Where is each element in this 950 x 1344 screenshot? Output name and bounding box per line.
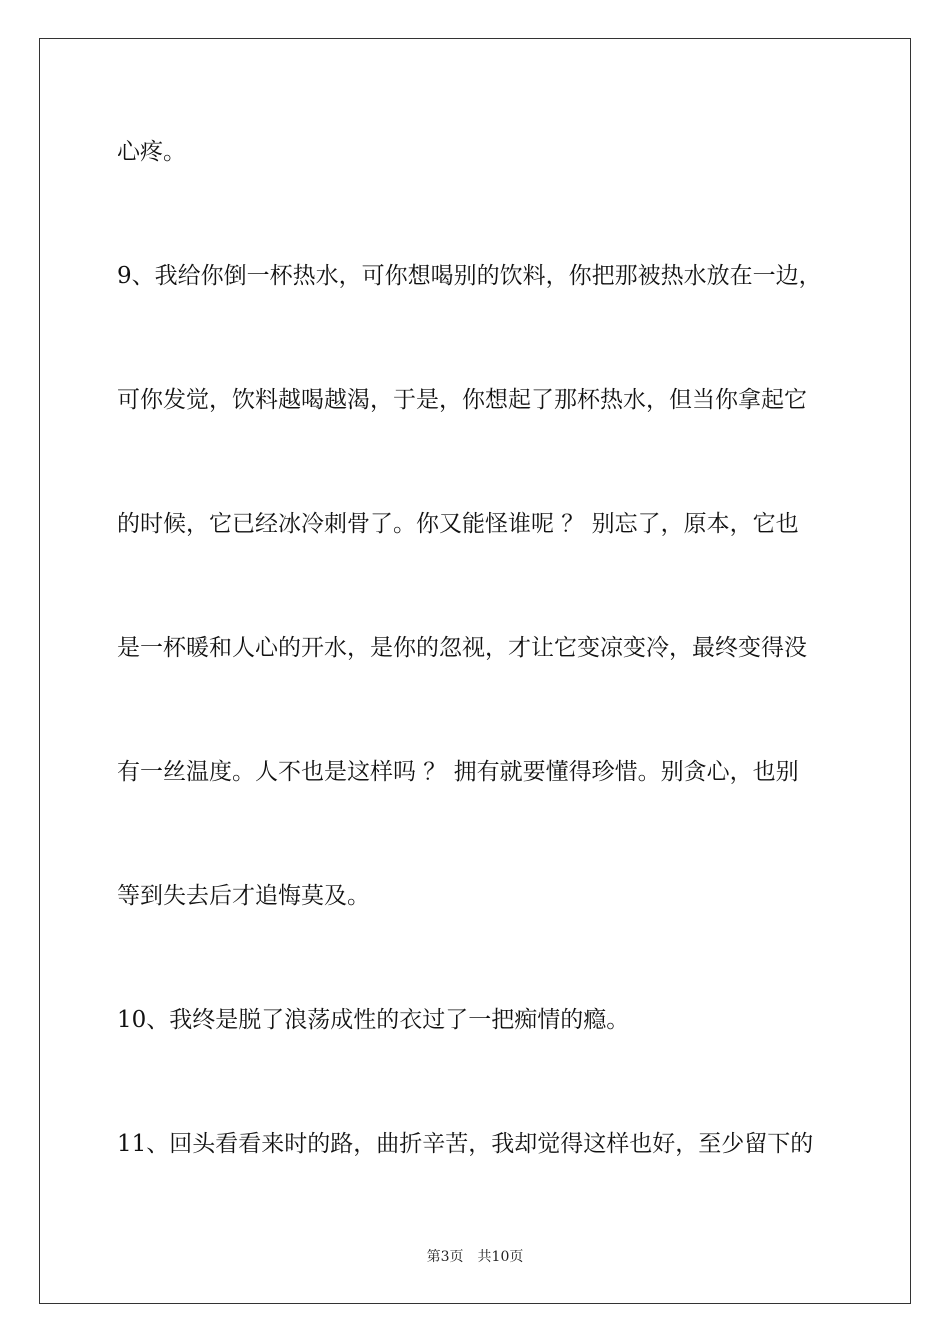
text-line-3: 可你发觉，饮料越喝越渴，于是，你想起了那杯热水，但当你拿起它	[117, 387, 807, 413]
text-line-4: 的时候，它已经冰冷刺骨了。你又能怪谁呢 ？ 别忘了，原本，它也	[117, 511, 799, 537]
text-line-8: 10、我终是脱了浪荡成性的衣过了一把痴情的瘾。	[117, 1007, 630, 1033]
text-line-1: 心疼。	[117, 139, 186, 165]
page-number-footer: 第3页 共10页	[426, 1249, 524, 1265]
text-line-7: 等到失去后才追悔莫及。	[117, 883, 370, 909]
text-line-6: 有一丝温度。人不也是这样吗 ？ 拥有就要懂得珍惜。别贪心，也别	[117, 759, 799, 785]
page-frame	[39, 38, 911, 1304]
text-line-9: 11、回头看看来时的路，曲折辛苦，我却觉得这样也好，至少留下的	[117, 1131, 814, 1157]
text-line-5: 是一杯暖和人心的开水，是你的忽视，才让它变凉变冷，最终变得没	[117, 635, 807, 661]
text-line-2: 9、我给你倒一杯热水，可你想喝别的饮料，你把那被热水放在一边，	[117, 263, 822, 289]
